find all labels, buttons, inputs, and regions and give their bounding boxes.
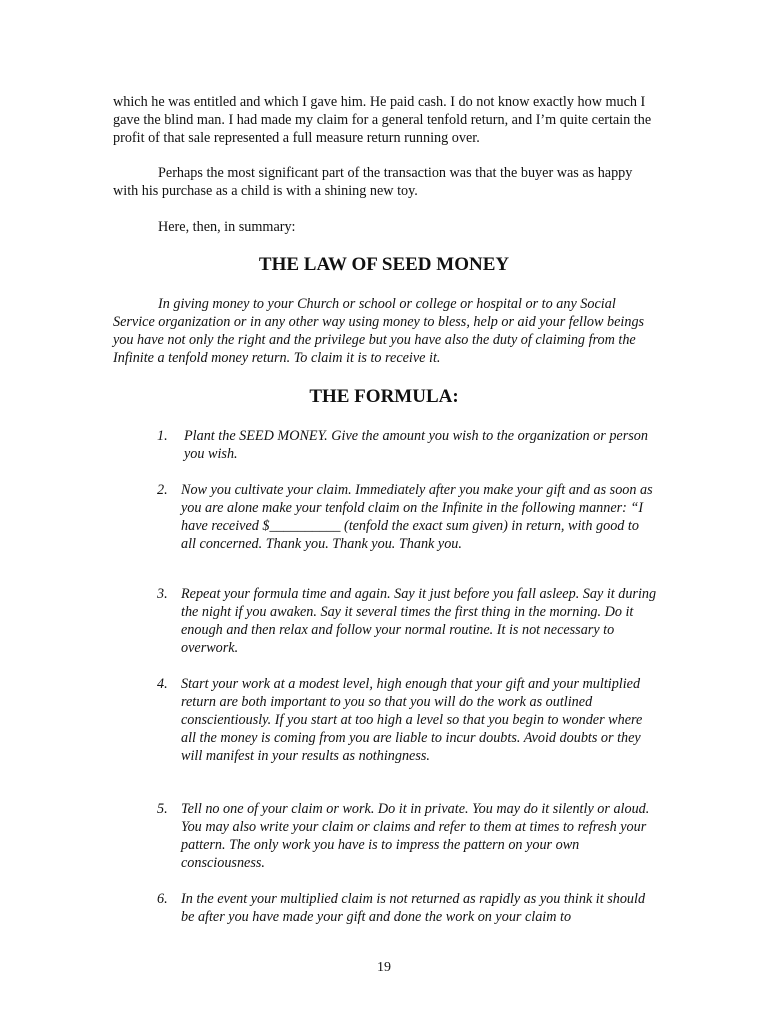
intro-paragraph-3: Here, then, in summary: [158, 219, 296, 235]
intro-paragraph-2: Perhaps the most significant part of the transaction was that the buyer was as happy with his purchase as a child is with a shining new toy. [113, 165, 633, 199]
law-heading: THE LAW OF SEED MONEY [258, 254, 510, 275]
formula-item-3 [157, 585, 657, 657]
formula-item-text: Tell no one of your claim or work. Do it in private. You may do it silently or aloud. You may also write your claim or claims and refer to them at times to refresh your pattern. The only work you have is to impress the pattern on your own consciousness. [181, 801, 650, 871]
formula-item-number: 5. [157, 801, 168, 817]
formula-item-number: 1. [157, 428, 168, 444]
formula-item-number: 2. [157, 482, 168, 498]
formula-heading: THE FORMULA: [309, 386, 459, 407]
formula-item-text: Start your work at a modest level, high enough that your gift and your multiplied return are both important to you so that you will do the work as outlined conscientiously. If you start at too high a level so that you begin to wonder where all the money is coming from you are liable to incur doubts. Avoid doubts or they will manifest in your results as nothingness. [181, 676, 643, 764]
formula-item-text: Repeat your formula time and again. Say it just before you fall asleep. Say it during the night if you awaken. Say it several times the first thing in the morning. Do it enough and then relax and follow your normal routine. It is not necessary to overwork. [181, 586, 657, 656]
law-paragraph: In giving money to your Church or school or college or hospital or to any Social Service organization or in any other way using money to bless, help or aid your fellow beings you have not only the right and the privilege but you have also the duty of claiming from the Infinite a tenfold money return. To claim it is to receive it. [113, 296, 645, 366]
formula-item-number: 4. [157, 676, 168, 692]
formula-item-text: In the event your multiplied claim is not returned as rapidly as you think it should be after you have made your gift and done the work on your claim to [181, 891, 646, 925]
formula-item-number: 6. [157, 891, 168, 907]
formula-item-text: Now you cultivate your claim. Immediately after you make your gift and as soon as you are alone make your tenfold claim on the Infinite in the following manner: “I have received $__________ (tenfold the exact sum given) in return, with good to all concerned. Thank you. Thank you. Thank you. [181, 482, 653, 552]
formula-item-4 [157, 675, 657, 765]
formula-item-text: Plant the SEED MONEY. Give the amount you wish to the organization or person you wish. [184, 428, 648, 462]
formula-item-number: 3. [157, 586, 168, 602]
page-number: 19 [377, 960, 391, 975]
formula-item-5 [157, 800, 657, 872]
intro-paragraph-1: which he was entitled and which I gave him. He paid cash. I do not know exactly how much I gave the blind man. I had made my claim for a general tenfold return, and I’m quite certain the profit of that sale represented a full measure return running over. [113, 94, 652, 146]
formula-item-2 [157, 481, 657, 553]
formula-item-1 [157, 427, 657, 463]
formula-item-6 [157, 890, 657, 926]
